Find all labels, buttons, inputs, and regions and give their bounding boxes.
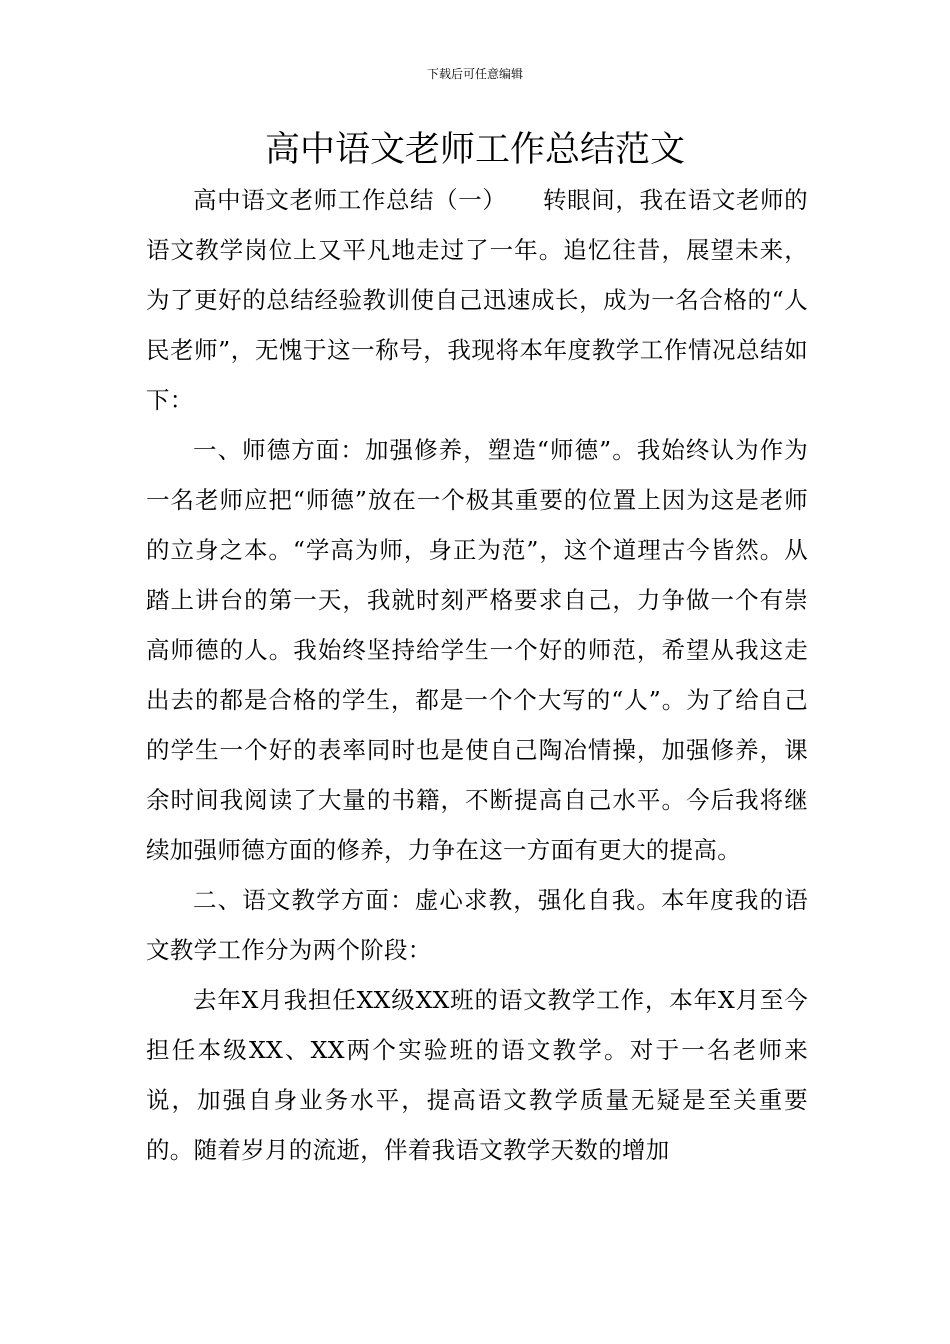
paragraph-ethics: 一、师德方面：加强修养，塑造“师德”。我始终认为作为一名老师应把“师德”放在一个极其重要的位置上因为这是老师的立身之本。“学高为师，身正为范”，这个道理古今皆然。从踏上讲台的第一天，我就时刻严格要求自己，力争做一个有崇高师德的人。我始终坚持给学生一个好的师范，希望从我这走出去的都是合格的学生，都是一个个大写的“人”。为了给自己的学生一个好的表率同时也是使自己陶冶情操，加强修养，课余时间我阅读了大量的书籍，不断提高自己水平。今后我将继续加强师德方面的修养，力争在这一方面有更大的提高。 bbox=[146, 436, 808, 864]
header-note: 下载后可任意编辑 bbox=[426, 67, 523, 81]
paragraph-teaching-detail: 去年X月我担任XX级XX班的语文教学工作，本年X月至今担任本级XX、XX两个实验班的语文教学。对于一名老师来说，加强自身业务水平，提高语文教学质量无疑是至关重要的。随着岁月的流逝，伴着我语文教学天数的增加 bbox=[146, 986, 808, 1164]
document-title: 高中语文老师工作总结范文 bbox=[264, 130, 685, 170]
document-body bbox=[146, 175, 808, 1175]
paragraph-intro: 高中语文老师工作总结（一） 转眼间，我在语文老师的语文教学岗位上又平凡地走过了一年。追忆往昔，展望未来，为了更好的总结经验教训使自己迅速成长，成为一名合格的“人民老师”，无愧于这一称号，我现将本年度教学工作情况总结如下： bbox=[146, 186, 808, 414]
paragraph-teaching-heading: 二、语文教学方面：虚心求教，强化自我。本年度我的语文教学工作分为两个阶段： bbox=[146, 886, 808, 964]
